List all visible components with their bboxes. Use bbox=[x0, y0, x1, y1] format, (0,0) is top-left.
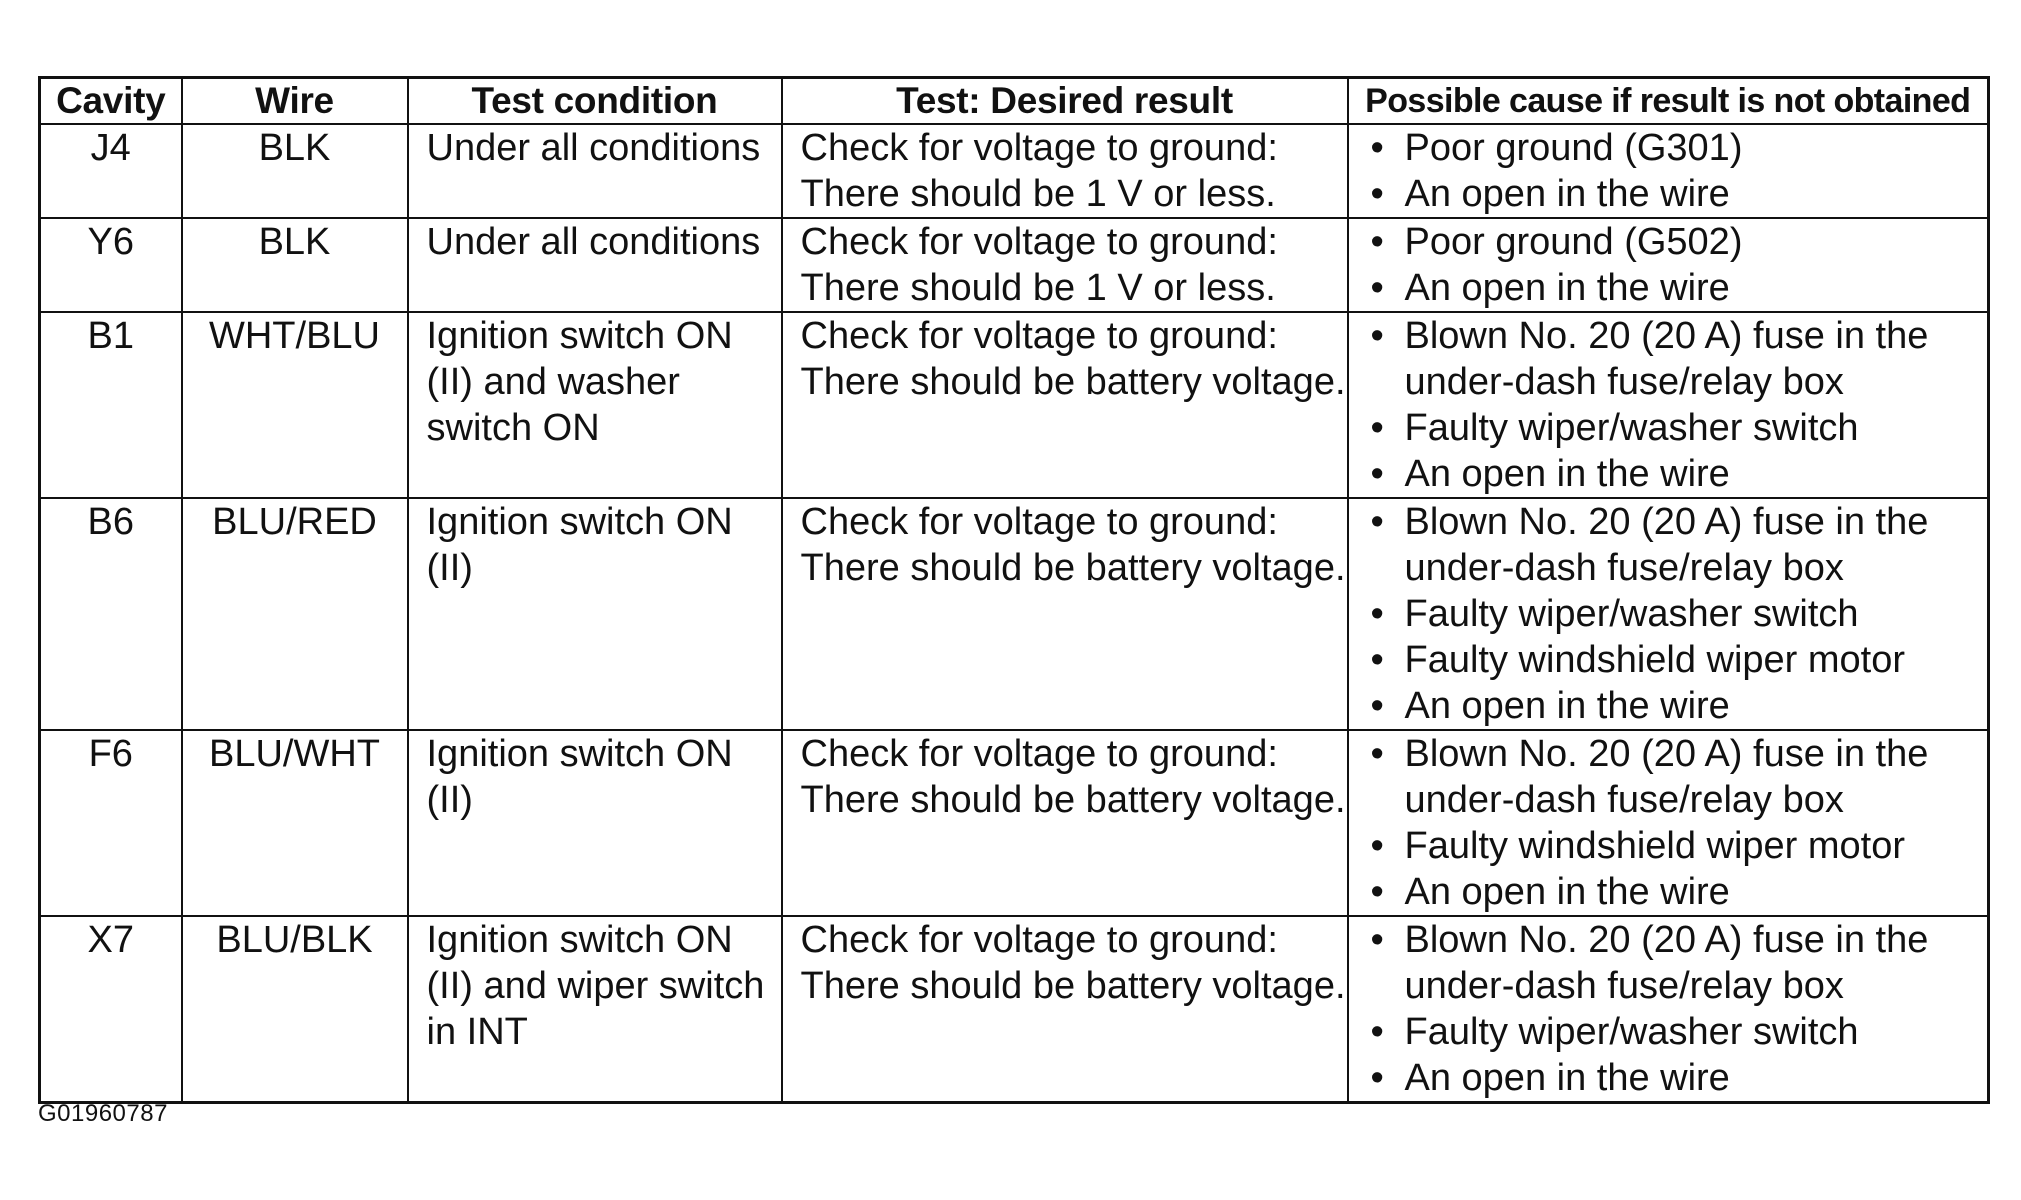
cavity-cell: J4 bbox=[40, 124, 182, 218]
header-row bbox=[40, 78, 1989, 125]
cause-item: • Blown No. 20 (20 A) fuse in the under-dash fuse/relay box bbox=[1371, 313, 1988, 405]
wire-cell: BLU/WHT bbox=[182, 730, 408, 916]
cause-item: • An open in the wire bbox=[1371, 171, 1988, 217]
condition-cell: Ignition switch ON (II) bbox=[408, 730, 782, 916]
cause-item: • Faulty wiper/washer switch bbox=[1371, 1009, 1988, 1055]
condition-cell: Under all conditions bbox=[408, 124, 782, 218]
table-row bbox=[40, 218, 1989, 312]
cause-cell bbox=[1348, 312, 1989, 498]
result-cell: Check for voltage to ground: There should be battery voltage. bbox=[782, 916, 1348, 1103]
condition-cell: Ignition switch ON (II) and washer switch ON bbox=[408, 312, 782, 498]
cause-list bbox=[1371, 219, 1988, 311]
condition-cell: Under all conditions bbox=[408, 218, 782, 312]
cavity-cell: X7 bbox=[40, 916, 182, 1103]
cause-item: • Faulty windshield wiper motor bbox=[1371, 823, 1988, 869]
cause-item: • Poor ground (G301) bbox=[1371, 125, 1988, 171]
condition-cell: Ignition switch ON (II) bbox=[408, 498, 782, 730]
cause-item: • An open in the wire bbox=[1371, 451, 1988, 497]
wire-cell: BLK bbox=[182, 218, 408, 312]
cause-item: • Faulty wiper/washer switch bbox=[1371, 591, 1988, 637]
figure-reference-code: G01960787 bbox=[38, 1100, 168, 1127]
cause-item: • Poor ground (G502) bbox=[1371, 219, 1988, 265]
cause-list bbox=[1371, 731, 1988, 915]
cause-cell bbox=[1348, 498, 1989, 730]
cause-item: • An open in the wire bbox=[1371, 869, 1988, 915]
cause-list bbox=[1371, 917, 1988, 1101]
header-desired-result: Test: Desired result bbox=[782, 78, 1348, 125]
cavity-cell: B1 bbox=[40, 312, 182, 498]
table-row bbox=[40, 730, 1989, 916]
cause-cell bbox=[1348, 916, 1989, 1103]
cause-list bbox=[1371, 125, 1988, 217]
cause-cell bbox=[1348, 730, 1989, 916]
cause-item: • An open in the wire bbox=[1371, 265, 1988, 311]
cavity-cell: B6 bbox=[40, 498, 182, 730]
diagnostic-table bbox=[38, 76, 1990, 1104]
table-row bbox=[40, 498, 1989, 730]
table-row bbox=[40, 916, 1989, 1103]
result-cell: Check for voltage to ground: There should be battery voltage. bbox=[782, 730, 1348, 916]
wire-cell: BLU/BLK bbox=[182, 916, 408, 1103]
cause-item: • Blown No. 20 (20 A) fuse in the under-dash fuse/relay box bbox=[1371, 917, 1988, 1009]
cause-list bbox=[1371, 499, 1988, 729]
cause-list bbox=[1371, 313, 1988, 497]
result-cell: Check for voltage to ground: There should be 1 V or less. bbox=[782, 124, 1348, 218]
cause-item: • Blown No. 20 (20 A) fuse in the under-dash fuse/relay box bbox=[1371, 499, 1988, 591]
wire-cell: WHT/BLU bbox=[182, 312, 408, 498]
cause-item: • Blown No. 20 (20 A) fuse in the under-dash fuse/relay box bbox=[1371, 731, 1988, 823]
cavity-cell: F6 bbox=[40, 730, 182, 916]
cause-item: • An open in the wire bbox=[1371, 683, 1988, 729]
header-test-condition: Test condition bbox=[408, 78, 782, 125]
cause-item: • An open in the wire bbox=[1371, 1055, 1988, 1101]
table-row bbox=[40, 312, 1989, 498]
table-row bbox=[40, 124, 1989, 218]
result-cell: Check for voltage to ground: There should be 1 V or less. bbox=[782, 218, 1348, 312]
cause-cell bbox=[1348, 218, 1989, 312]
result-cell: Check for voltage to ground: There should be battery voltage. bbox=[782, 312, 1348, 498]
wire-cell: BLK bbox=[182, 124, 408, 218]
result-cell: Check for voltage to ground: There should be battery voltage. bbox=[782, 498, 1348, 730]
header-cavity: Cavity bbox=[40, 78, 182, 125]
cause-item: • Faulty windshield wiper motor bbox=[1371, 637, 1988, 683]
wire-cell: BLU/RED bbox=[182, 498, 408, 730]
condition-cell: Ignition switch ON (II) and wiper switch in INT bbox=[408, 916, 782, 1103]
header-possible-cause: Possible cause if result is not obtained bbox=[1348, 78, 1989, 125]
cause-item: • Faulty wiper/washer switch bbox=[1371, 405, 1988, 451]
cavity-cell: Y6 bbox=[40, 218, 182, 312]
cause-cell bbox=[1348, 124, 1989, 218]
header-wire: Wire bbox=[182, 78, 408, 125]
